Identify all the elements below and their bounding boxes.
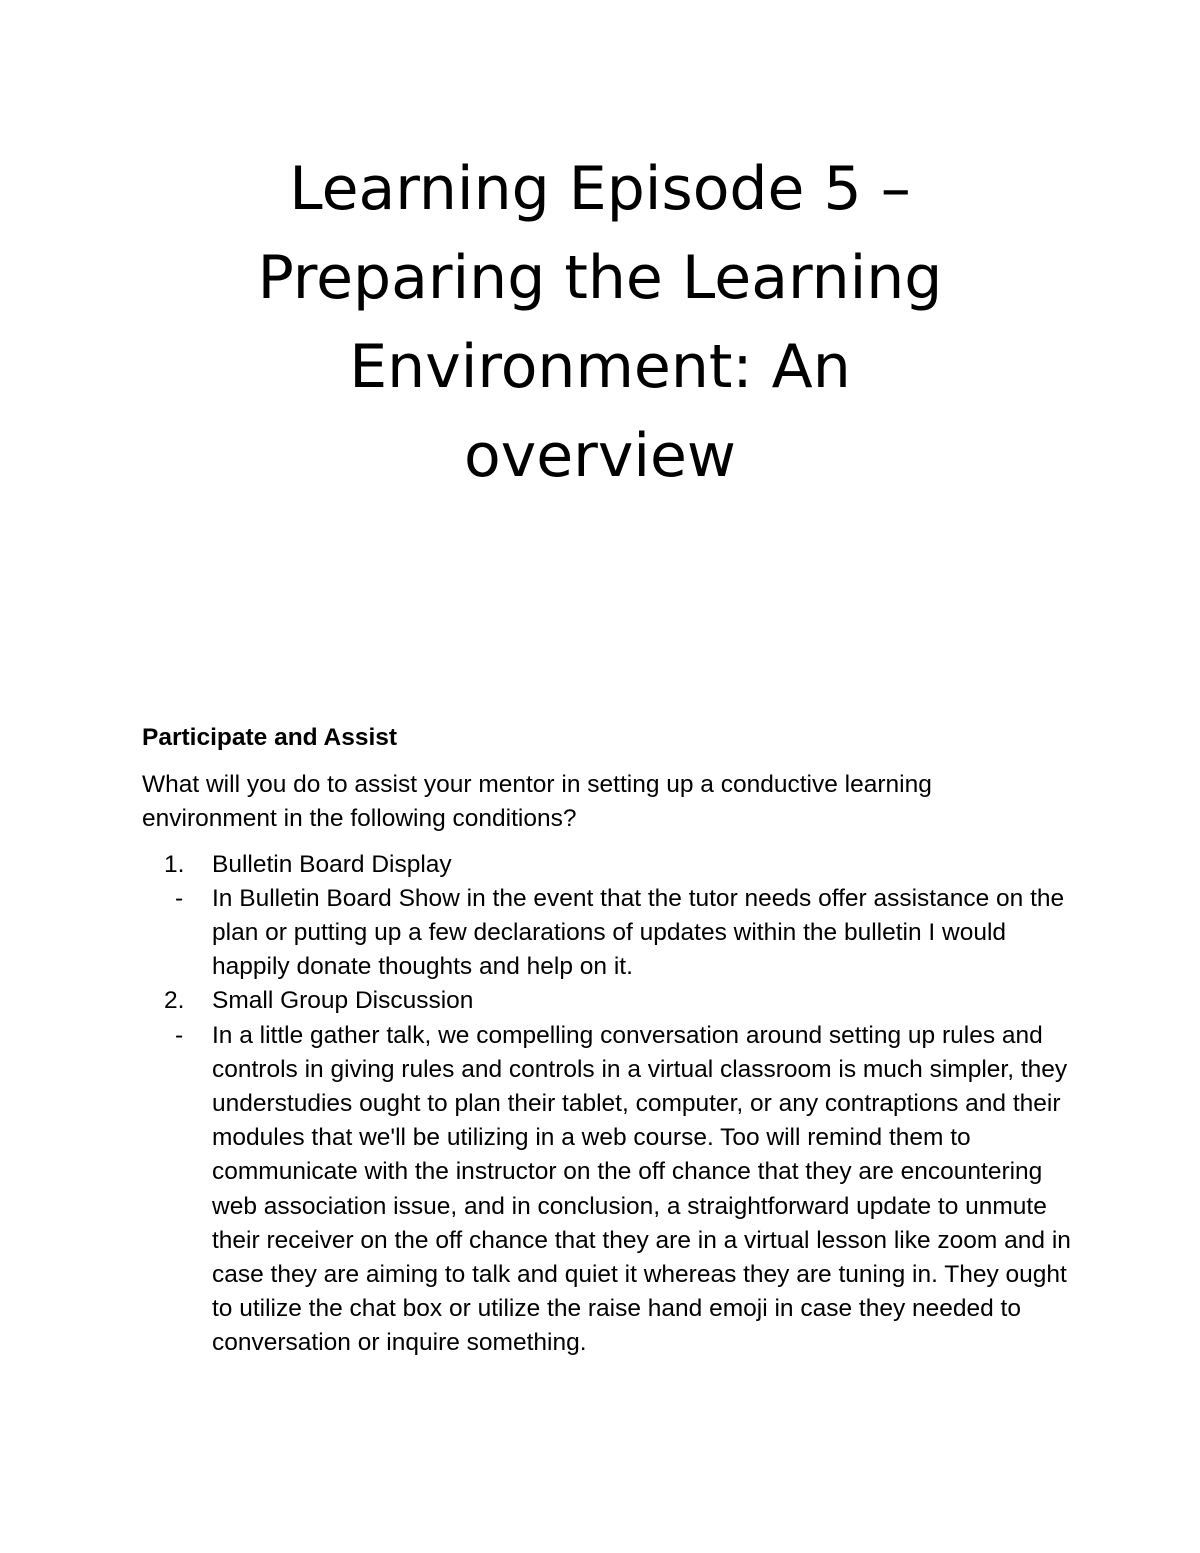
answer-text: In a little gather talk, we compelling conversation around setting up rules and controls in giving rules and controls in a virtual classroom is much simpler, they understudies ought to plan their tablet, computer, or any contraptions and their modules that we'll be utilizing in a web course. Too will remind them to communicate with the instructor on the off chance that they are encountering web association issue, and in conclusion, a straightforward update to unmute their receiver on the off chance that they are in a virtual lesson like zoom and in case they are aiming to talk and quiet it whereas they are tuning in. They ought to utilize the chat box or utilize the raise hand emoji in case they needed to conversation or inquire something. (212, 1021, 1071, 1357)
list-number: 2. (164, 987, 185, 1015)
conditions-list (142, 848, 1072, 1361)
dash-bullet: - (175, 1021, 184, 1049)
title-line: Learning Episode 5 – (289, 154, 911, 224)
list-item (142, 984, 1072, 1018)
list-number: 1. (164, 850, 185, 878)
dash-bullet: - (175, 884, 184, 912)
list-item (142, 848, 1072, 882)
list-item-label: Small Group Discussion (212, 987, 474, 1015)
question-text: What will you do to assist your mentor in setting up a conductive learning environment in the following conditions? (142, 771, 932, 833)
title-line: overview (464, 421, 736, 491)
title-line: Preparing the Learning (257, 243, 943, 313)
list-item-answer (142, 1019, 1072, 1361)
answer-text: In Bulletin Board Show in the event that the tutor needs offer assistance on the plan or putting up a few declarations of updates within the bulletin I would happily donate thoughts and help on it. (212, 884, 1065, 981)
page-title (150, 145, 1050, 501)
section-heading: Participate and Assist (142, 724, 398, 751)
title-line: Environment: An (349, 332, 851, 402)
list-item-answer (142, 882, 1072, 985)
list-item-label: Bulletin Board Display (212, 850, 452, 878)
document-body (142, 721, 1072, 1361)
